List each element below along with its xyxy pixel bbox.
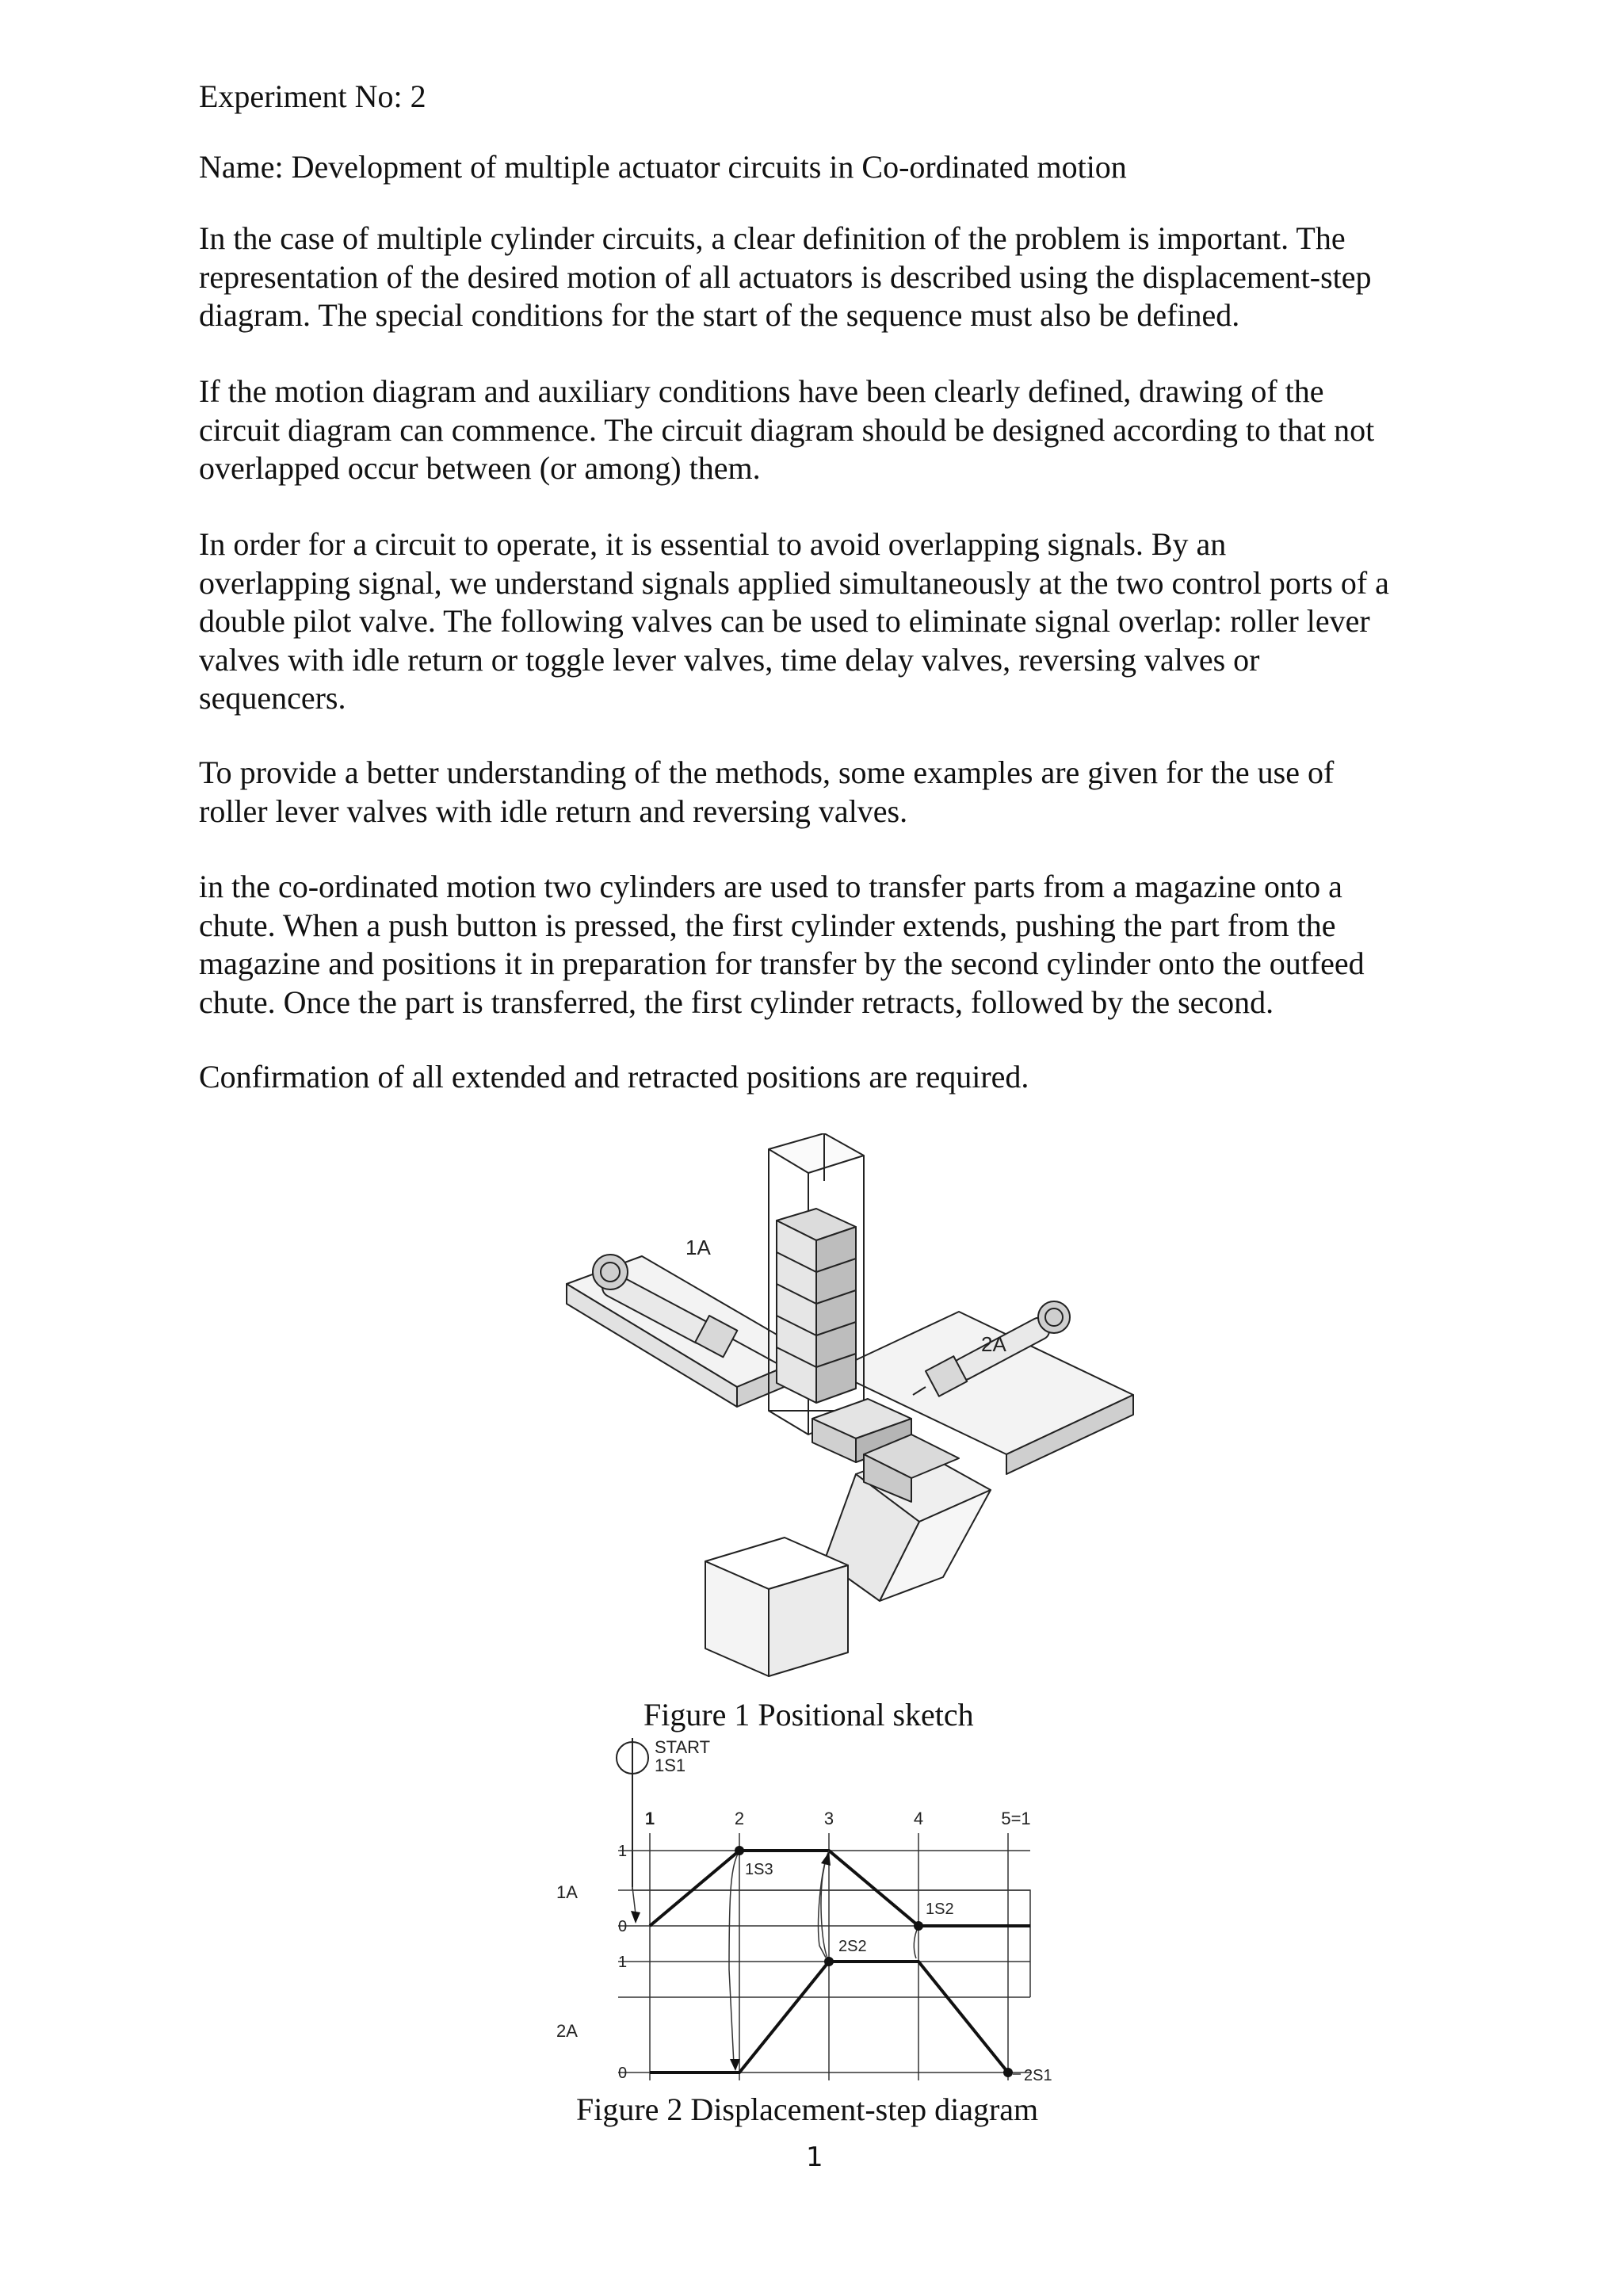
text-line: In the case of multiple cylinder circuits, a clear definition of the problem is important. The: [199, 220, 1346, 256]
cylinder-1a-label: 1A: [685, 1236, 711, 1259]
figure-2-caption: Figure 2 Displacement-step diagram: [576, 2092, 1039, 2127]
row-label-1a: 1A: [556, 1882, 578, 1902]
experiment-number-text: Experiment No: 2: [199, 78, 426, 114]
sensor-point-2s1: [1003, 2068, 1013, 2077]
row-label-2a: 2A: [556, 2021, 578, 2041]
level-1a-low: 0: [618, 1918, 628, 1935]
text-line: chute. Once the part is transferred, the first cylinder retracts, followed by the second.: [199, 984, 1274, 1020]
sensor-label-1s2: 1S2: [926, 1901, 954, 1918]
experiment-name-text: Name: Development of multiple actuator circuits in Co-ordinated motion: [199, 149, 1127, 185]
text-line: roller lever valves with idle return and reversing valves.: [199, 793, 908, 829]
sensor-label-1s3: 1S3: [745, 1861, 773, 1878]
text-line: diagram. The special conditions for the start of the sequence must also be defined.: [199, 297, 1240, 333]
positional-sketch-figure: [547, 1133, 1149, 1680]
step-label-1: 1: [644, 1809, 655, 1828]
paragraph-1: [199, 220, 1443, 335]
text-line: circuit diagram can commence. The circuit diagram should be designed according to that not: [199, 411, 1375, 448]
text-line: overlapped occur between (or among) them.: [199, 450, 761, 486]
cylinder-2a-label: 2A: [981, 1332, 1006, 1356]
paragraph-4: [199, 754, 1443, 831]
experiment-name: [199, 148, 1443, 187]
text-line: overlapping signal, we understand signals applied simultaneously at the two control ports of a: [199, 564, 1389, 601]
sensor-label-2s2: 2S2: [838, 1938, 867, 1955]
text-line: chute. When a push button is pressed, the first cylinder extends, pushing the part from the: [199, 907, 1336, 943]
start-button-icon: [617, 1738, 648, 1887]
text-line: sequencers.: [199, 680, 346, 716]
step-label-2: 2: [734, 1809, 745, 1828]
figure-1-caption: Figure 1 Positional sketch: [643, 1697, 974, 1733]
step-label-4: 4: [913, 1809, 924, 1828]
text-line: magazine and positions it in preparation for transfer by the second cylinder onto the outfeed: [199, 946, 1365, 981]
motion-line-1a: [650, 1851, 1030, 1926]
sensor-point-1s2: [914, 1921, 923, 1931]
displacement-step-diagram: [547, 1732, 1062, 2088]
text-line: double pilot valve. The following valves can be used to eliminate signal overlap: roller lever: [199, 603, 1370, 639]
text-line: In order for a circuit to operate, it is essential to avoid overlapping signals. By an: [199, 526, 1227, 562]
text-line: in the co-ordinated motion two cylinders are used to transfer parts from a magazine onto a: [199, 869, 1342, 904]
collection-box: [705, 1538, 848, 1676]
experiment-number: [199, 78, 1443, 117]
paragraph-6: [199, 1058, 1443, 1097]
paragraph-2: [199, 372, 1443, 488]
text-line: To provide a better understanding of the methods, some examples are given for the use of: [199, 755, 1335, 790]
sensor-point-1s3: [735, 1846, 744, 1855]
text-line: representation of the desired motion of all actuators is described using the displacement-step: [199, 258, 1372, 295]
level-2a-low: 0: [618, 2065, 628, 2082]
paragraph-5: [199, 868, 1443, 1022]
page-number: 1: [806, 2141, 823, 2173]
signal-lines: [632, 1851, 918, 2065]
level-2a-high: 1: [618, 1954, 628, 1971]
step-label-5: 5=1: [1001, 1809, 1031, 1828]
level-1a-high: 1: [618, 1843, 628, 1860]
start-sensor-label: 1S1: [655, 1755, 686, 1775]
start-label: START: [655, 1737, 711, 1757]
text-line: valves with idle return or toggle lever valves, time delay valves, reversing valves or: [199, 641, 1260, 678]
magazine-parts: [777, 1209, 856, 1403]
magazine-tower: [769, 1133, 864, 1435]
text-line: If the motion diagram and auxiliary conditions have been clearly defined, drawing of the: [199, 373, 1324, 409]
step-label-3: 3: [823, 1809, 834, 1828]
sensor-label-2s1: 2S1: [1024, 2067, 1052, 2084]
paragraph-3: [199, 525, 1443, 718]
text-line: Confirmation of all extended and retracted positions are required.: [199, 1059, 1029, 1095]
sensor-point-2s2: [824, 1957, 834, 1966]
